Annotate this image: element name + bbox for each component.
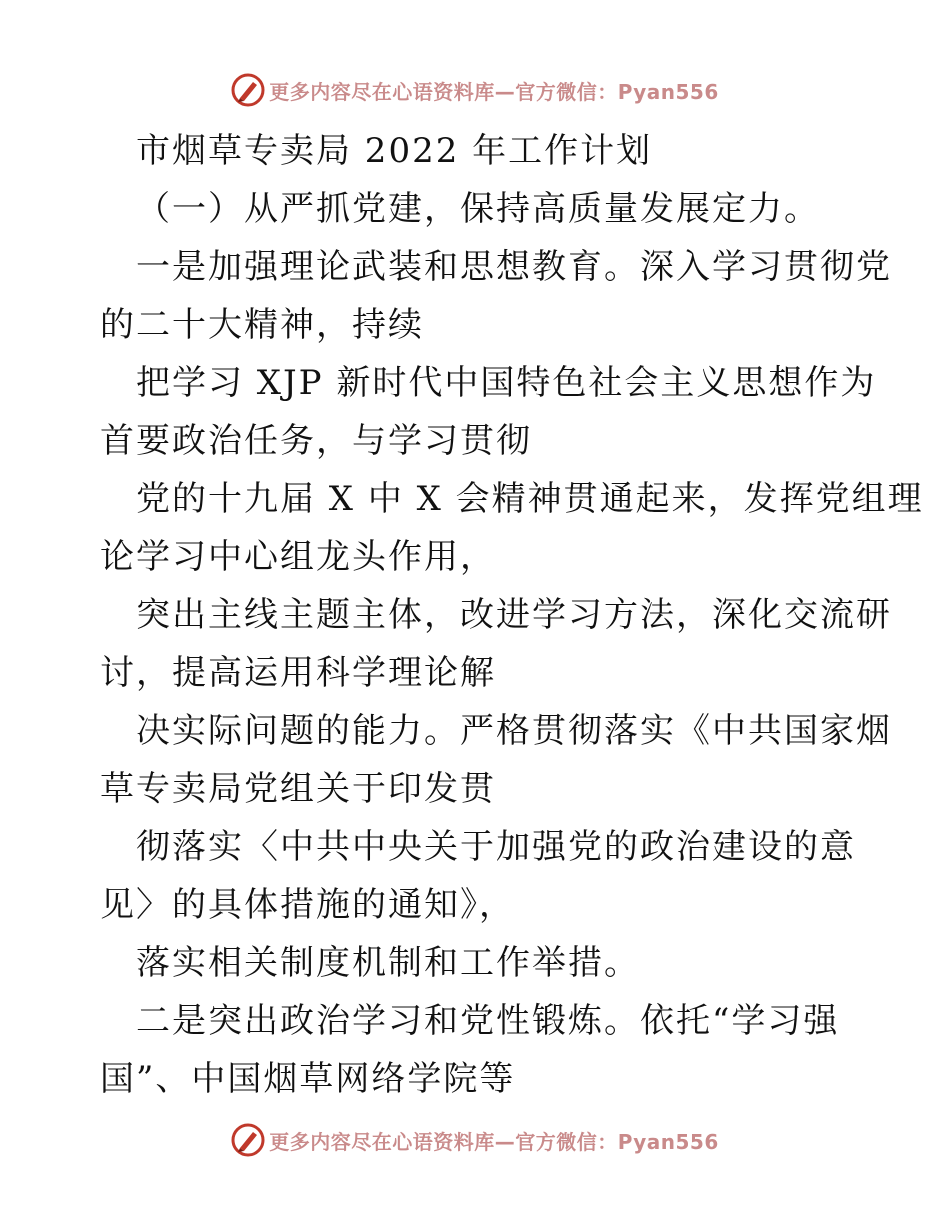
- watermark-banner-top: [0, 70, 950, 110]
- watermark-text: 更多内容尽在心语资料库—官方微信：Pyan556: [269, 1129, 719, 1154]
- paragraph-line: 的二十大精神，持续: [100, 305, 424, 345]
- document-title: 市烟草专卖局 2022 年工作计划: [136, 131, 653, 171]
- paragraph-line: 党的十九届 X 中 X 会精神贯通起来，发挥党组理: [136, 479, 924, 519]
- paragraph-line: 论学习中心组龙头作用，: [100, 537, 496, 577]
- pen-logo-icon: [231, 1123, 265, 1157]
- paragraph-line: 讨，提高运用科学理论解: [100, 653, 496, 693]
- document-body: [100, 122, 924, 1108]
- paragraph-line: 突出主线主题主体，改进学习方法，深化交流研: [136, 595, 892, 635]
- wechat-id: Pyan556: [617, 1129, 719, 1154]
- paragraph-line: 国”、中国烟草网络学院等: [100, 1059, 516, 1099]
- watermark-text: 更多内容尽在心语资料库—官方微信：Pyan556: [269, 79, 719, 104]
- wechat-id: Pyan556: [617, 79, 719, 104]
- paragraph-line: 草专卖局党组关于印发贯: [100, 769, 496, 809]
- paragraph-line: 一是加强理论武装和思想教育。深入学习贯彻党: [136, 247, 892, 287]
- paragraph-line: 把学习 XJP 新时代中国特色社会主义思想作为: [136, 363, 877, 403]
- paragraph-line: 二是突出政治学习和党性锻炼。依托“学习强: [136, 1001, 840, 1041]
- paragraph-line: 首要政治任务，与学习贯彻: [100, 421, 532, 461]
- watermark-banner-bottom: [0, 1120, 950, 1160]
- paragraph-line: 落实相关制度机制和工作举措。: [136, 943, 640, 983]
- paragraph-line: 见〉的具体措施的通知》，: [100, 885, 515, 925]
- pen-logo-icon: [231, 73, 265, 107]
- section-heading: （一）从严抓党建，保持高质量发展定力。: [136, 189, 820, 229]
- paragraph-line: 彻落实〈中共中央关于加强党的政治建设的意: [136, 827, 856, 867]
- paragraph-line: 决实际问题的能力。严格贯彻落实《中共国家烟: [136, 711, 892, 751]
